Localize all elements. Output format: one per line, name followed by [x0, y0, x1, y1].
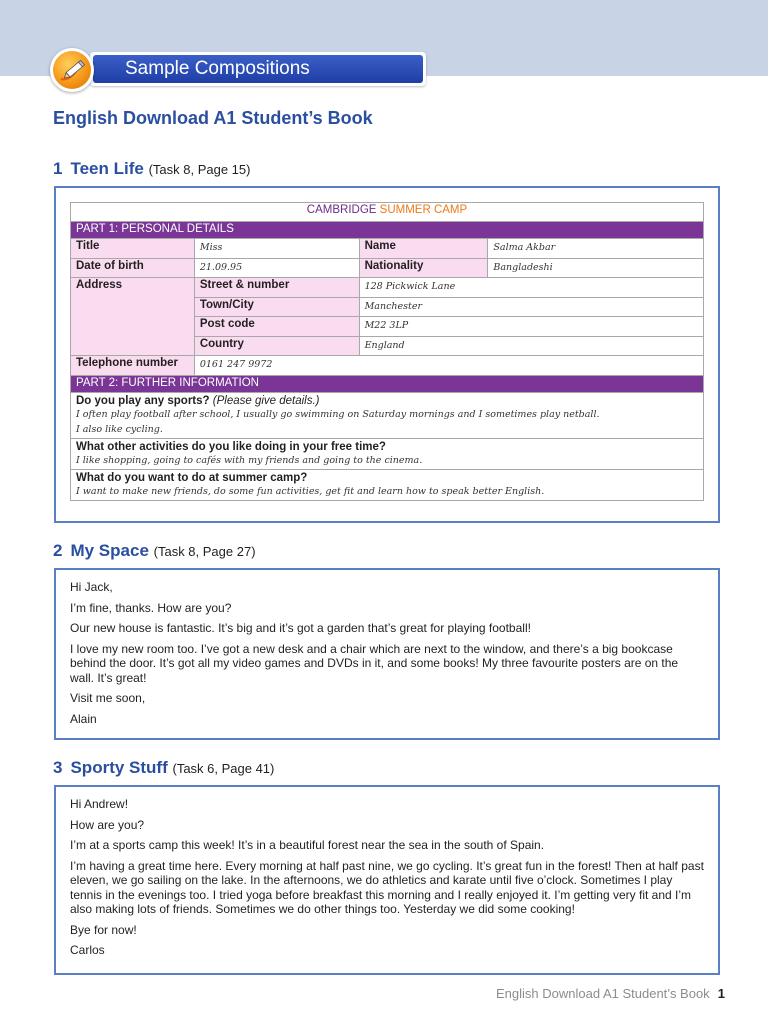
letter-sporty-stuff: [70, 797, 704, 964]
letter-signature: Alain: [70, 711, 97, 726]
section-title: My Space: [70, 541, 149, 560]
section-heading-my-space: [53, 541, 256, 561]
section-heading-teen-life: [53, 159, 250, 179]
section-number: 3: [53, 758, 63, 777]
section-banner: [50, 48, 426, 92]
letter-greeting: Hi Andrew!: [70, 797, 129, 811]
registration-form: [70, 202, 704, 501]
letter-paragraph: Our new house is fantastic. It’s big and it’s got a garden that’s great for playing football!: [70, 621, 531, 635]
sports-answer-line1: I often play football after school, I usually go swimming on Saturday mornings and I sometimes play netball.: [76, 408, 600, 420]
sports-question-text: Do you play any sports?: [76, 394, 210, 407]
town-value: Manchester: [359, 297, 703, 317]
composition-box-sporty-stuff: [54, 785, 720, 975]
name-label: Name: [359, 239, 488, 259]
pencil-icon: [50, 48, 94, 92]
letter-paragraph: How are you?: [70, 817, 145, 832]
title-value: Miss: [194, 239, 359, 259]
sports-question: [71, 392, 704, 438]
section-number: 2: [53, 541, 63, 560]
letter-paragraph: I’m having a great time here. Every morning at half past nine, we go cycling. It’s great fun in the forest! Then at half past eleven, we go sailing on the lake. In the afternoons, we do athletics and karate until five o’clock. Sometimes I play tennis in the evenings too. I tried yoga before breakfast this morning and I really enjoyed it. I’m getting very fit and I’m also making lots of friends. Sometimes we do other things too. Yesterday we did some cooking!: [70, 858, 704, 916]
section-task-ref: (Task 6, Page 41): [172, 761, 275, 776]
summer-camp-answer: I want to make new friends, do some fun activities, get fit and learn how to speak better English.: [76, 485, 545, 497]
phone-label: Telephone number: [71, 356, 195, 376]
town-label: Town/City: [194, 297, 359, 317]
street-value: 128 Pickwick Lane: [359, 278, 703, 298]
section-task-ref: (Task 8, Page 15): [148, 162, 251, 177]
title-label: Title: [71, 239, 195, 259]
country-value: England: [359, 336, 703, 356]
form-header-summer-camp: SUMMER CAMP: [379, 204, 468, 216]
banner-bar: [90, 52, 426, 86]
book-title: English Download A1 Student’s Book: [53, 108, 373, 128]
composition-box-my-space: [54, 568, 720, 740]
form-header-cambridge: CAMBRIDGE: [306, 204, 377, 216]
dob-label: Date of birth: [71, 258, 195, 278]
letter-paragraph: I’m at a sports camp this week! It’s in a beautiful forest near the sea in the south of Spain.: [70, 838, 545, 852]
composition-box-teen-life: [54, 186, 720, 523]
sports-answer-line2: I also like cycling.: [76, 423, 163, 435]
letter-signature: Carlos: [70, 943, 105, 957]
phone-value: 0161 247 9972: [194, 356, 703, 376]
form-part2-header: PART 2: FURTHER INFORMATION: [71, 375, 704, 392]
address-label: Address: [71, 278, 195, 356]
street-label: Street & number: [194, 278, 359, 298]
country-label: Country: [194, 336, 359, 356]
banner-title: Sample Compositions: [125, 58, 310, 79]
dob-value: 21.09.95: [194, 258, 359, 278]
letter-paragraph: I love my new room too. I’ve got a new desk and a chair which are next to the window, and there’s a big bookcase behind the door. It’s got all my video games and DVDs in it, and some books! My three favourite posters are on the wall. It’s great!: [70, 641, 679, 685]
letter-closing: Bye for now!: [70, 922, 137, 937]
nationality-label: Nationality: [359, 258, 488, 278]
pencil-icon-glyph: [53, 51, 91, 89]
postcode-label: Post code: [194, 317, 359, 337]
section-task-ref: (Task 8, Page 27): [153, 544, 256, 559]
letter-paragraph: I’m fine, thanks. How are you?: [70, 600, 232, 615]
section-title: Teen Life: [70, 159, 144, 178]
sports-question-hint: (Please give details.): [212, 394, 320, 407]
section-title: Sporty Stuff: [70, 758, 168, 777]
form-header: [71, 203, 704, 222]
page-footer: [496, 986, 725, 1001]
nationality-value: Bangladeshi: [488, 258, 704, 278]
name-value: Salma Akbar: [488, 239, 704, 259]
letter-closing: Visit me soon,: [70, 691, 146, 705]
free-time-answer: I like shopping, going to cafés with my friends and going to the cinema.: [76, 454, 423, 466]
free-time-question-text: What other activities do you like doing in your free time?: [76, 440, 386, 453]
section-number: 1: [53, 159, 63, 178]
section-heading-sporty-stuff: [53, 758, 274, 778]
form-part1-header: PART 1: PERSONAL DETAILS: [71, 222, 704, 239]
letter-greeting: Hi Jack,: [70, 580, 113, 594]
page-number: 1: [717, 986, 725, 1001]
postcode-value: M22 3LP: [359, 317, 703, 337]
letter-my-space: [70, 580, 704, 732]
free-time-question: [71, 438, 704, 469]
footer-title: English Download A1 Student’s Book: [496, 986, 710, 1001]
summer-camp-question: [71, 469, 704, 500]
summer-camp-question-text: What do you want to do at summer camp?: [76, 471, 308, 484]
